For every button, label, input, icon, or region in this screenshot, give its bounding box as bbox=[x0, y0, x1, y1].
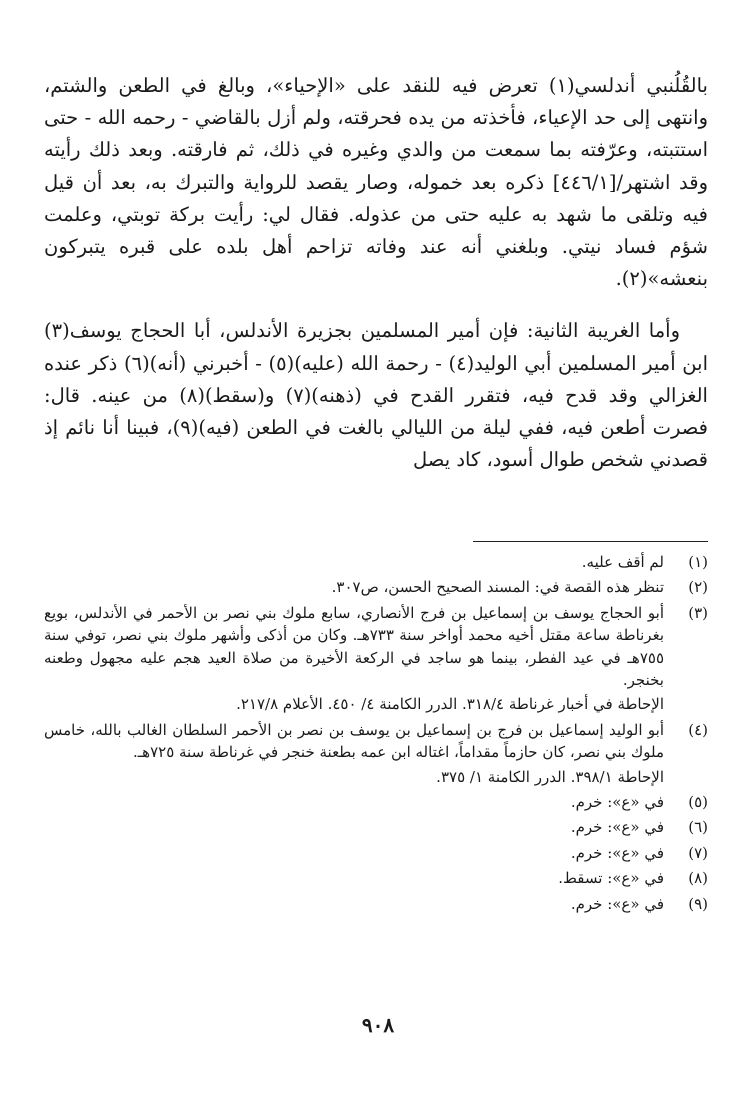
footnote-text: في «ع»: خرم. bbox=[570, 818, 664, 837]
main-text bbox=[44, 70, 708, 476]
footnote-text: تنظر هذه القصة في: المسند الصحيح الحسن، ص٣٠٧. bbox=[331, 578, 664, 597]
paragraph-1: بالقُلُنبي أندلسي(١) تعرض فيه للنقد على «الإحياء»، وبالغ في الطعن والشتم، وانتهى إلى حد الإعياء، فأخذته من يده فحرقته، ولم أزل بالقاضي - رحمه الله - حتى استتبته، وعرّفته بما سمعت من والدي وغيره في ذلك، ثم فارقته. وبعد ذلك رأيته وقد اشتهر/[٤٤٦/١] ذكره بعد خموله، وصار يقصد للرواية والتبرك به، بعد أن قيل فيه وتلقى ما شهد به عليه حتى من عذوله. فقال لي: رأيت بركة توبتي، وعلمت شؤم فساد نيتي. وبلغني أنه عند وفاته تزاحم أهل بلده على قبره يتبركون بنعشه»(٢). bbox=[44, 74, 708, 291]
footnote-number: (٣) bbox=[688, 603, 708, 622]
footnote-text: في «ع»: خرم. bbox=[570, 793, 664, 812]
footnote-text: أبو الوليد إسماعيل بن فرج بن إسماعيل بن يوسف بن نصر بن الأحمر السلطان الغالب بالله، خامس ملوك بني نصر، كان حازماً مقداماً، اغتاله ابن عمه بطعنة خنجر في غرناطة سنة ٧٢٥هـ. bbox=[44, 720, 664, 762]
footnote-reference: الإحاطة في أخبار غرناطة ٣١٨/٤. الدرر الكامنة ٤/ ٤٥٠. الأعلام ٢١٧/٨. bbox=[236, 695, 664, 714]
footnote-1 bbox=[44, 551, 708, 573]
footnote-9 bbox=[44, 893, 708, 915]
footnote-text: في «ع»: خرم. bbox=[570, 843, 664, 862]
footnotes bbox=[44, 551, 708, 918]
page-number: ٩٠٨ bbox=[361, 1013, 395, 1037]
footnote-4 bbox=[44, 719, 708, 788]
footnote-text: لم أقف عليه. bbox=[581, 553, 664, 571]
footnote-number: (٧) bbox=[688, 843, 708, 862]
footnote-number: (٢) bbox=[688, 578, 708, 597]
footnote-7 bbox=[44, 842, 708, 864]
footnote-2 bbox=[44, 576, 708, 598]
footnote-reference: الإحاطة ٣٩٨/١. الدرر الكامنة ١/ ٣٧٥. bbox=[436, 767, 664, 786]
footnote-number: (٩) bbox=[688, 894, 708, 913]
footnote-3 bbox=[44, 602, 708, 716]
footnote-8 bbox=[44, 867, 708, 889]
footnote-number: (٦) bbox=[688, 818, 708, 837]
footnote-number: (٨) bbox=[688, 869, 708, 888]
paragraph-2: وأما الغريبة الثانية: فإن أمير المسلمين بجزيرة الأندلس، أبا الحجاج يوسف(٣) ابن أمير المسلمين أبي الوليد(٤) - رحمة الله (عليه)(٥) - أخبرني (أنه)(٦) ذكر عنده الغزالي وقد قدح فيه، فتقرر القدح في (ذهنه)(٧) و(سقط)(٨) من عينه. قال: فصرت أطعن فيه، ففي ليلة من الليالي بالغت في الطعن (فيه)(٩)، فبينا أنا نائم إذ قصدني شخص طوال أسود، كاد يصل bbox=[44, 319, 708, 472]
footnote-number: (٥) bbox=[688, 793, 708, 812]
footnote-separator bbox=[473, 541, 708, 542]
footnote-text: في «ع»: خرم. bbox=[570, 894, 664, 913]
footnote-5 bbox=[44, 791, 708, 813]
footnote-6 bbox=[44, 816, 708, 838]
footnote-number: (١) bbox=[688, 553, 708, 571]
footnote-text: في «ع»: تسقط. bbox=[558, 869, 664, 888]
footnote-number: (٤) bbox=[688, 720, 708, 739]
footnote-text: أبو الحجاج يوسف بن إسماعيل بن فرج الأنصاري، سابع ملوك بني نصر بن الأحمر في الأندلس، بويع بغرناطة ساعة مقتل أخيه محمد أواخر سنة ٧٣٣هـ. وكان من أذكى وأشهر ملوك بني نصر، توفي سنة ٧٥٥هـ في عيد الفطر، بينما هو ساجد في الركعة الأخيرة من صلاة العيد هجم عليه مجهول وطعنه بخنجر. bbox=[44, 603, 664, 690]
